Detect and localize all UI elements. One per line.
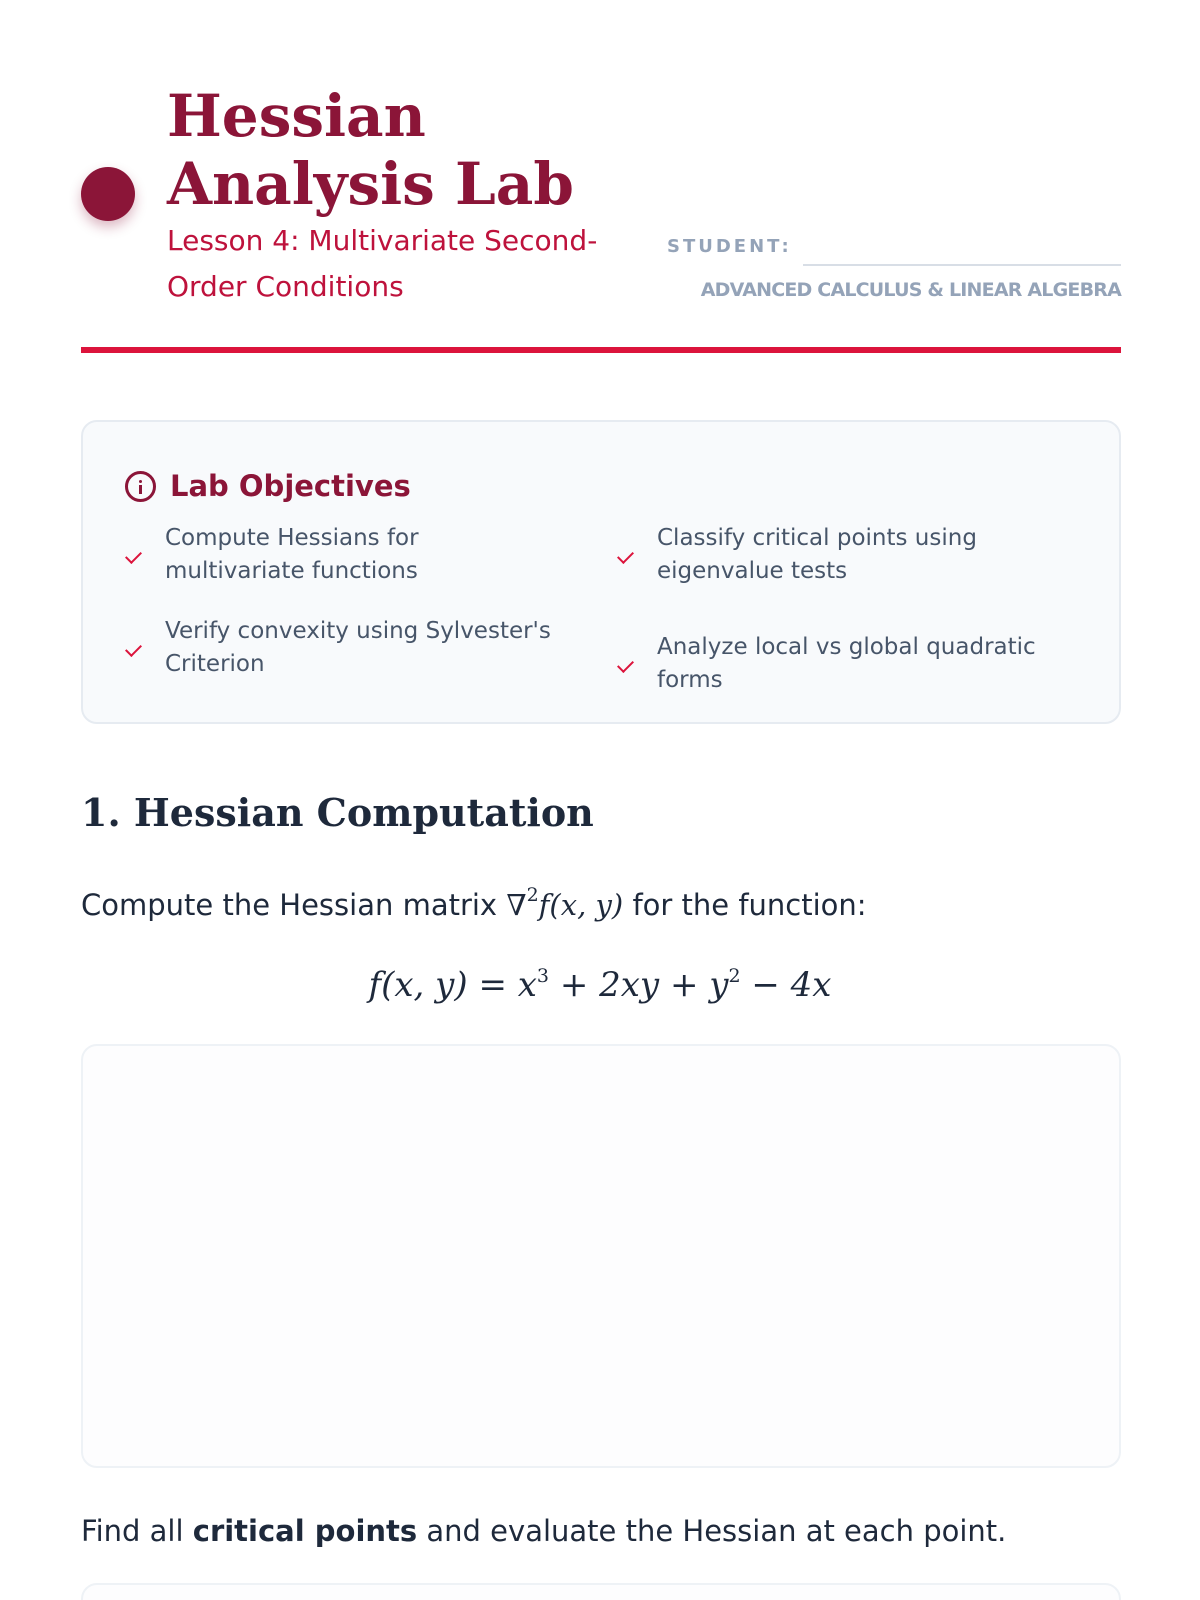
critical-points-prompt	[81, 1514, 1006, 1548]
objective-text: Analyze local vs global quadratic forms	[657, 634, 1036, 693]
objectives-card	[81, 420, 1121, 724]
prompt-emphasis: critical points	[192, 1514, 418, 1548]
hessian-prompt	[81, 884, 867, 922]
check-icon	[617, 657, 639, 671]
section-title: 1. Hessian Computation	[81, 790, 594, 835]
header-divider	[81, 347, 1121, 353]
hessian-notation	[506, 884, 624, 922]
objective-text: Verify convexity using Sylvester's Criterion	[165, 618, 551, 677]
objective-item	[125, 522, 565, 588]
prompt-text: for the function:	[632, 888, 867, 922]
student-label: STUDENT:	[667, 236, 792, 257]
equation-rhs: − 4x	[740, 965, 832, 1005]
prompt-text: Find all	[81, 1514, 184, 1548]
student-name-field[interactable]	[803, 264, 1121, 266]
objective-text: Compute Hessians for multivariate functions	[165, 525, 419, 584]
objective-item	[617, 522, 1057, 588]
function-notation: f(x, y)	[538, 888, 624, 922]
info-icon	[125, 471, 156, 502]
equation-mid: + 2xy + y	[549, 965, 729, 1005]
equation-lhs: f(x, y) = x	[368, 965, 537, 1005]
objective-item	[617, 631, 1097, 697]
check-icon	[125, 641, 147, 655]
course-name: ADVANCED CALCULUS & LINEAR ALGEBRA	[700, 279, 1121, 301]
lesson-subtitle: Lesson 4: Multivariate Second-Order Conditions	[167, 224, 598, 303]
critical-points-answer-box[interactable]	[81, 1583, 1121, 1600]
objective-item	[125, 615, 565, 681]
prompt-text: and evaluate the Hessian at each point.	[426, 1514, 1007, 1548]
objectives-title: Lab Objectives	[170, 469, 411, 503]
page-title: Hessian Analysis Lab	[167, 82, 574, 218]
prompt-text: Compute the Hessian matrix	[81, 888, 498, 922]
check-icon	[617, 548, 639, 562]
check-icon	[125, 548, 147, 562]
exponent: 2	[728, 965, 741, 987]
function-equation	[0, 965, 1200, 1005]
exponent: 2	[526, 884, 539, 906]
logo-dot-icon	[81, 167, 135, 221]
exponent: 3	[536, 965, 550, 987]
objectives-heading	[125, 469, 411, 503]
nabla-symbol: ∇	[506, 888, 527, 922]
objective-text: Classify critical points using eigenvalue tests	[657, 525, 977, 584]
hessian-answer-box[interactable]	[81, 1044, 1121, 1468]
